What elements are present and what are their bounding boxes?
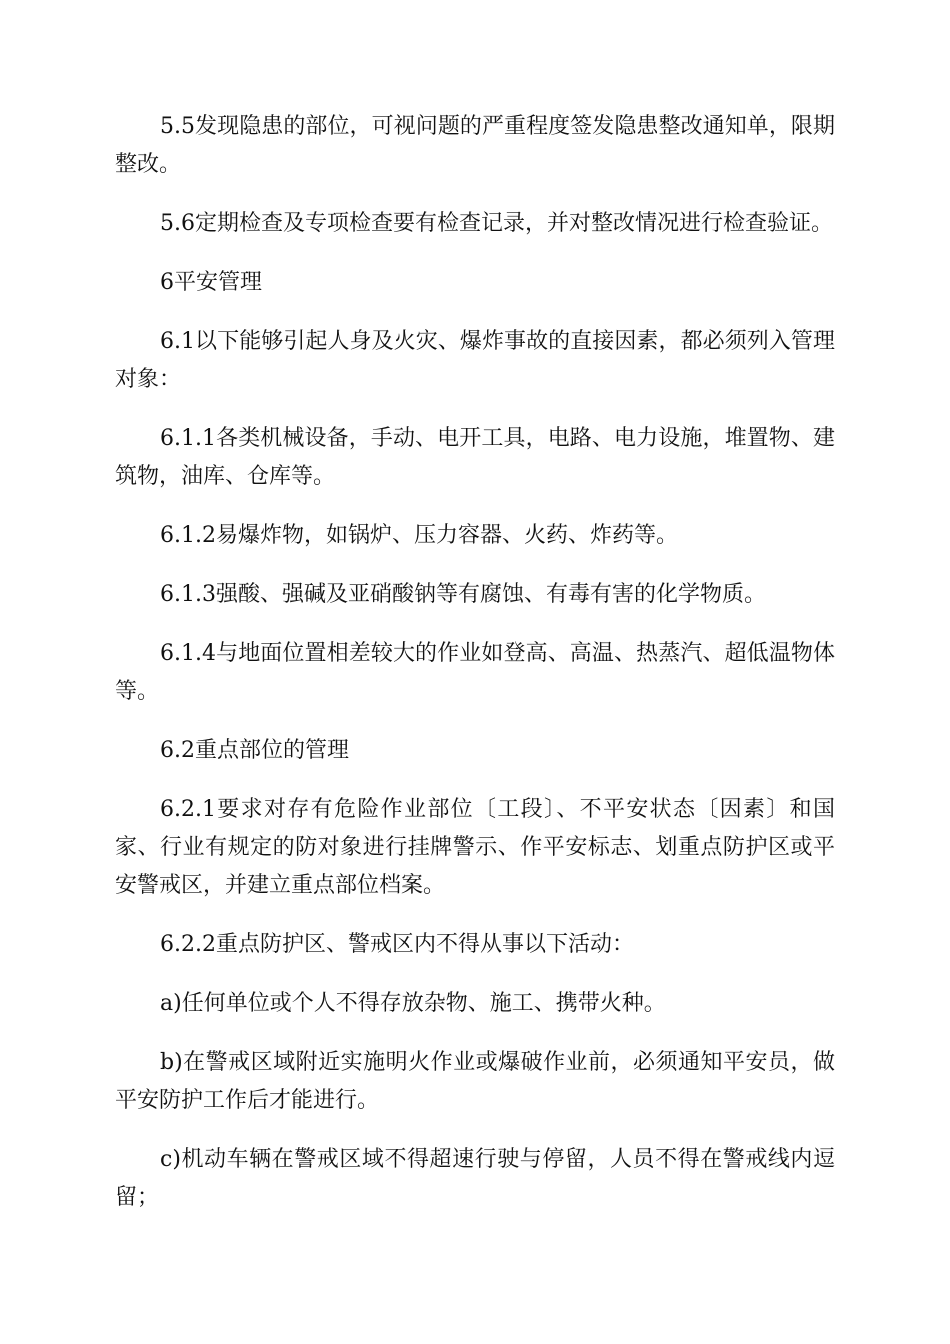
list-item-c: c)机动车辆在警戒区域不得超速行驶与停留，人员不得在警戒线内逗留； [115, 1147, 835, 1210]
paragraph-6-1-1: 6.1.1各类机械设备，手动、电开工具，电路、电力设施，堆置物、建筑物，油库、仓库等。 [115, 426, 835, 489]
document-body [115, 108, 835, 1238]
section-heading-6-2: 6.2重点部位的管理 [160, 738, 349, 763]
paragraph-5-6: 5.6定期检查及专项检查要有检查记录，并对整改情况进行检查验证。 [160, 211, 833, 236]
list-item-a: a)任何单位或个人不得存放杂物、施工、携带火种。 [160, 991, 666, 1016]
paragraph-6-2-1: 6.2.1要求对存有危险作业部位〔工段〕、不平安状态〔因素〕和国家、行业有规定的防对象进行挂牌警示、作平安标志、划重点防护区或平安警戒区，并建立重点部位档案。 [115, 797, 835, 898]
paragraph-5-5: 5.5发现隐患的部位，可视问题的严重程度签发隐患整改通知单，限期整改。 [115, 114, 835, 177]
paragraph-6-1-2: 6.1.2易爆炸物，如锅炉、压力容器、火药、炸药等。 [160, 523, 678, 548]
paragraph-6-1: 6.1以下能够引起人身及火灾、爆炸事故的直接因素，都必须列入管理对象： [115, 329, 835, 392]
paragraph-6-2-2: 6.2.2重点防护区、警戒区内不得从事以下活动： [160, 932, 634, 957]
section-heading-6: 6平安管理 [160, 270, 262, 295]
paragraph-6-1-3: 6.1.3强酸、强碱及亚硝酸钠等有腐蚀、有毒有害的化学物质。 [160, 582, 766, 607]
paragraph-6-1-4: 6.1.4与地面位置相差较大的作业如登高、高温、热蒸汽、超低温物体等。 [115, 641, 835, 704]
list-item-b: b)在警戒区域附近实施明火作业或爆破作业前，必须通知平安员，做平安防护工作后才能进行。 [115, 1050, 835, 1113]
